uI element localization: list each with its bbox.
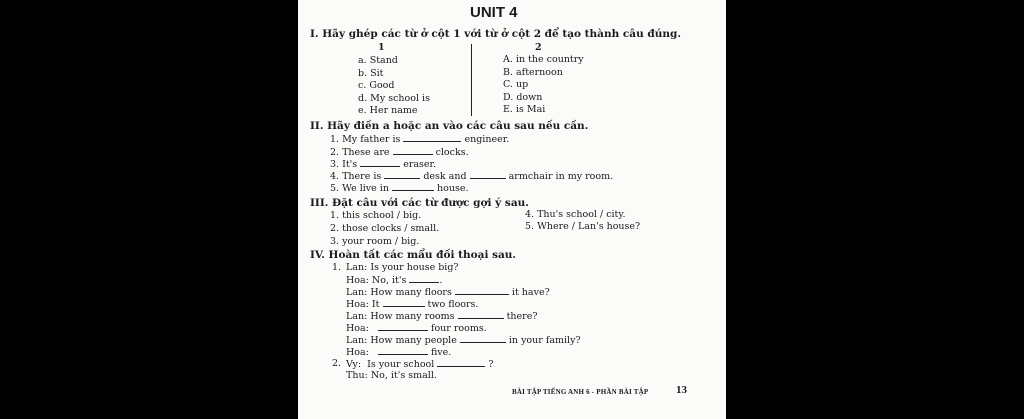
speaker-label: Hoa: — [346, 299, 369, 310]
fill-item — [330, 158, 436, 170]
dialogue-text: No, it's small. — [370, 370, 437, 381]
dialogue-number: 1. — [332, 262, 342, 273]
section-4-heading: IV. Hoàn tất các mẩu đối thoại sau. — [310, 249, 517, 261]
match-left-item: a. Stand — [358, 55, 398, 66]
answer-blank — [383, 298, 425, 307]
dialogue-text: there? — [506, 311, 538, 322]
dialogue-text: five. — [430, 347, 452, 358]
answer-blank — [458, 310, 504, 319]
column-2-header: 2 — [535, 42, 542, 53]
match-right-item: A. in the country — [503, 54, 584, 65]
dialogue-text: Is your house big? — [370, 262, 459, 273]
fill-item — [330, 182, 469, 194]
speaker-label: Vy: — [346, 359, 362, 370]
dialogue-text: two floors. — [427, 299, 479, 310]
fill-item-text: 5. We live in — [330, 183, 389, 194]
dialogue-line — [346, 310, 537, 322]
answer-blank — [378, 346, 428, 355]
dialogue-line — [346, 334, 581, 346]
match-left-item: e. Her name — [358, 105, 418, 116]
fill-item-text: engineer. — [464, 134, 510, 145]
speaker-label: Thu: — [346, 370, 368, 381]
fill-item-text: desk and — [423, 171, 467, 182]
speaker-label: Hoa: — [346, 275, 369, 286]
answer-blank — [470, 170, 506, 179]
speaker-label: Lan: — [346, 287, 368, 298]
match-right-item: B. afternoon — [503, 66, 563, 78]
dialogue-line — [346, 298, 478, 310]
dialogue-text: ? — [488, 359, 494, 370]
section-2-heading: II. Hãy điền a hoặc an vào các câu sau nếu cần. — [310, 120, 589, 132]
match-left-item: c. Good — [358, 80, 395, 91]
speaker-label: Lan: — [346, 335, 368, 346]
match-right-item: C. up — [503, 79, 529, 90]
fill-item-text: 2. These are — [330, 147, 390, 158]
match-left-item: d. My school is — [358, 92, 430, 104]
dialogue-text: No, it's — [371, 275, 407, 286]
page-title: UNIT 4 — [470, 4, 518, 21]
prompt-item: 2. those clocks / small. — [330, 223, 440, 234]
answer-blank — [378, 322, 428, 331]
match-right-item: D. down — [503, 91, 543, 103]
dialogue-number: 2. — [332, 358, 342, 369]
column-divider — [471, 44, 472, 116]
dialogue-text: in your family? — [508, 335, 581, 346]
prompt-item: 5. Where / Lan's house? — [525, 221, 641, 232]
answer-blank — [384, 170, 420, 179]
dialogue-text: . — [439, 275, 443, 286]
dialogue-text: It — [371, 299, 380, 310]
dialogue-text: How many rooms — [370, 311, 455, 322]
match-right-item: E. is Mai — [503, 104, 546, 115]
prompt-item: 4. Thu's school / city. — [525, 209, 626, 220]
answer-blank — [460, 334, 506, 343]
page-number: 13 — [676, 384, 687, 396]
column-1-header: 1 — [378, 42, 385, 53]
dialogue-line — [346, 286, 550, 298]
answer-blank — [437, 358, 485, 367]
answer-blank — [455, 286, 509, 295]
match-left-item: b. Sit — [358, 67, 384, 79]
speaker-label: Hoa: — [346, 347, 369, 358]
answer-blank — [393, 146, 433, 155]
answer-blank — [360, 158, 400, 167]
fill-item-text: 4. There is — [330, 171, 382, 182]
dialogue-line — [346, 370, 437, 381]
fill-item-text: clocks. — [435, 147, 469, 158]
fill-item-text: 3. It's — [330, 159, 358, 170]
dialogue-line — [346, 262, 459, 273]
answer-blank — [409, 274, 439, 283]
worksheet-page — [298, 0, 726, 419]
speaker-label: Lan: — [346, 262, 368, 273]
fill-item-text: armchair in my room. — [508, 171, 614, 182]
speaker-label: Hoa: — [346, 323, 369, 334]
fill-item — [330, 170, 613, 182]
dialogue-text: Is your school — [367, 359, 435, 370]
dialogue-text: four rooms. — [430, 323, 487, 334]
dialogue-text: How many people — [370, 335, 457, 346]
fill-item — [330, 146, 469, 158]
answer-blank — [392, 182, 434, 191]
speaker-label: Lan: — [346, 311, 368, 322]
dialogue-text: How many floors — [370, 287, 452, 298]
dialogue-line — [346, 274, 442, 286]
fill-item-text: house. — [437, 183, 469, 194]
fill-item-text: eraser. — [403, 159, 437, 170]
prompt-item: 3. your room / big. — [330, 236, 420, 247]
fill-item — [330, 133, 509, 145]
dialogue-line — [346, 346, 451, 358]
answer-blank — [403, 133, 461, 142]
dialogue-line — [346, 322, 487, 334]
prompt-item: 1. this school / big. — [330, 210, 422, 221]
section-1-heading: I. Hãy ghép các từ ở cột 1 với từ ở cột 2 để tạo thành câu đúng. — [310, 28, 681, 40]
footer-text: BÀI TẬP TIẾNG ANH 6 - PHẦN BÀI TẬP — [512, 388, 649, 396]
fill-item-text: 1. My father is — [330, 134, 401, 145]
dialogue-line — [346, 358, 493, 370]
dialogue-text: it have? — [511, 287, 550, 298]
section-3-heading: III. Đặt câu với các từ được gợi ý sau. — [310, 197, 529, 209]
